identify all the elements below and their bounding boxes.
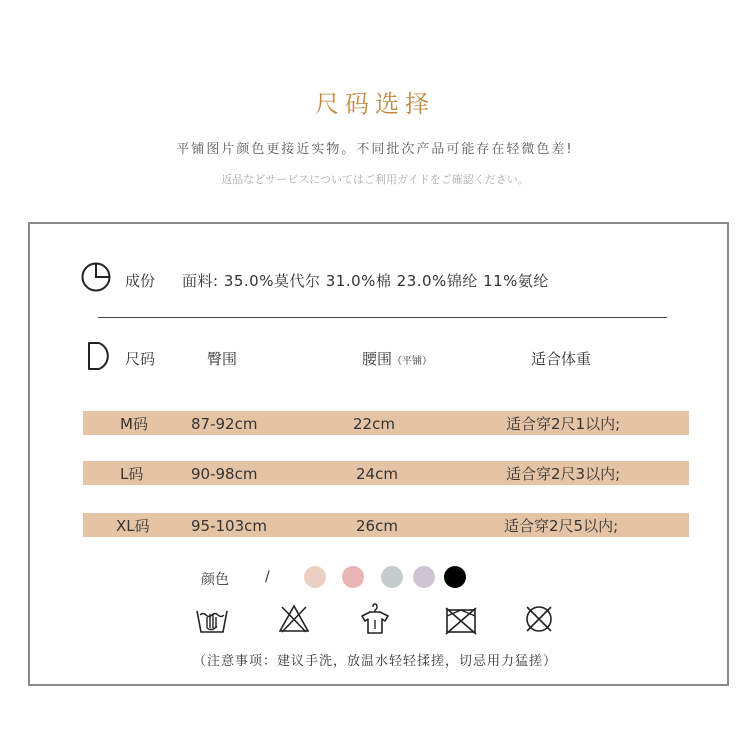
colors-label: 颜色: [201, 572, 229, 588]
colors-separator: /: [265, 569, 270, 585]
subtitle-note-jp: 返品などサービスについてはご利用ガイドをご確認ください。: [221, 173, 529, 186]
cell-fit: 适合穿2尺3以内;: [506, 465, 621, 483]
color-swatch[interactable]: [304, 566, 326, 588]
table-row: [83, 513, 689, 537]
composition-value: 面料: 35.0%莫代尔 31.0%棉 23.0%锦纶 11%氨纶: [182, 272, 549, 290]
header-waist-label: 腰围: [362, 350, 393, 368]
no-iron-icon: [444, 602, 478, 636]
cell-waist: 26cm: [356, 517, 398, 535]
cell-waist: 22cm: [353, 415, 395, 433]
hand-wash-icon: [195, 602, 229, 636]
cell-hip: 95-103cm: [191, 517, 267, 535]
cell-size: L码: [120, 465, 144, 483]
header-waist: [362, 348, 432, 369]
subtitle-note: 平铺图片颜色更接近实物。不同批次产品可能存在轻微色差!: [176, 142, 574, 157]
size-icon: [86, 340, 116, 372]
pie-chart-icon: [80, 261, 112, 293]
cell-waist: 24cm: [356, 465, 398, 483]
header-waist-note: （平铺）: [392, 356, 433, 367]
table-row: [83, 461, 689, 485]
no-tumble-dry-icon: [522, 602, 556, 636]
page-title: 尺码选择: [315, 90, 435, 118]
color-swatch[interactable]: [444, 566, 466, 588]
cell-size: XL码: [116, 517, 150, 535]
table-row: [83, 411, 689, 435]
no-bleach-icon: [277, 602, 311, 636]
cell-hip: 90-98cm: [191, 465, 258, 483]
cell-hip: 87-92cm: [191, 415, 258, 433]
cell-size: M码: [120, 415, 148, 433]
header-hip: 臀围: [207, 350, 238, 368]
care-note: （注意事项：建议手洗，放温水轻轻揉搓，切忌用力猛搓）: [192, 654, 557, 669]
header-size: 尺码: [125, 350, 156, 368]
divider: [98, 317, 667, 318]
hang-dry-icon: [358, 602, 392, 636]
color-swatch[interactable]: [342, 566, 364, 588]
header-weight: 适合体重: [531, 350, 592, 368]
color-swatch[interactable]: [413, 566, 435, 588]
color-swatch[interactable]: [381, 566, 403, 588]
cell-fit: 适合穿2尺5以内;: [504, 517, 619, 535]
cell-fit: 适合穿2尺1以内;: [506, 415, 621, 433]
composition-label: 成份: [125, 272, 156, 290]
